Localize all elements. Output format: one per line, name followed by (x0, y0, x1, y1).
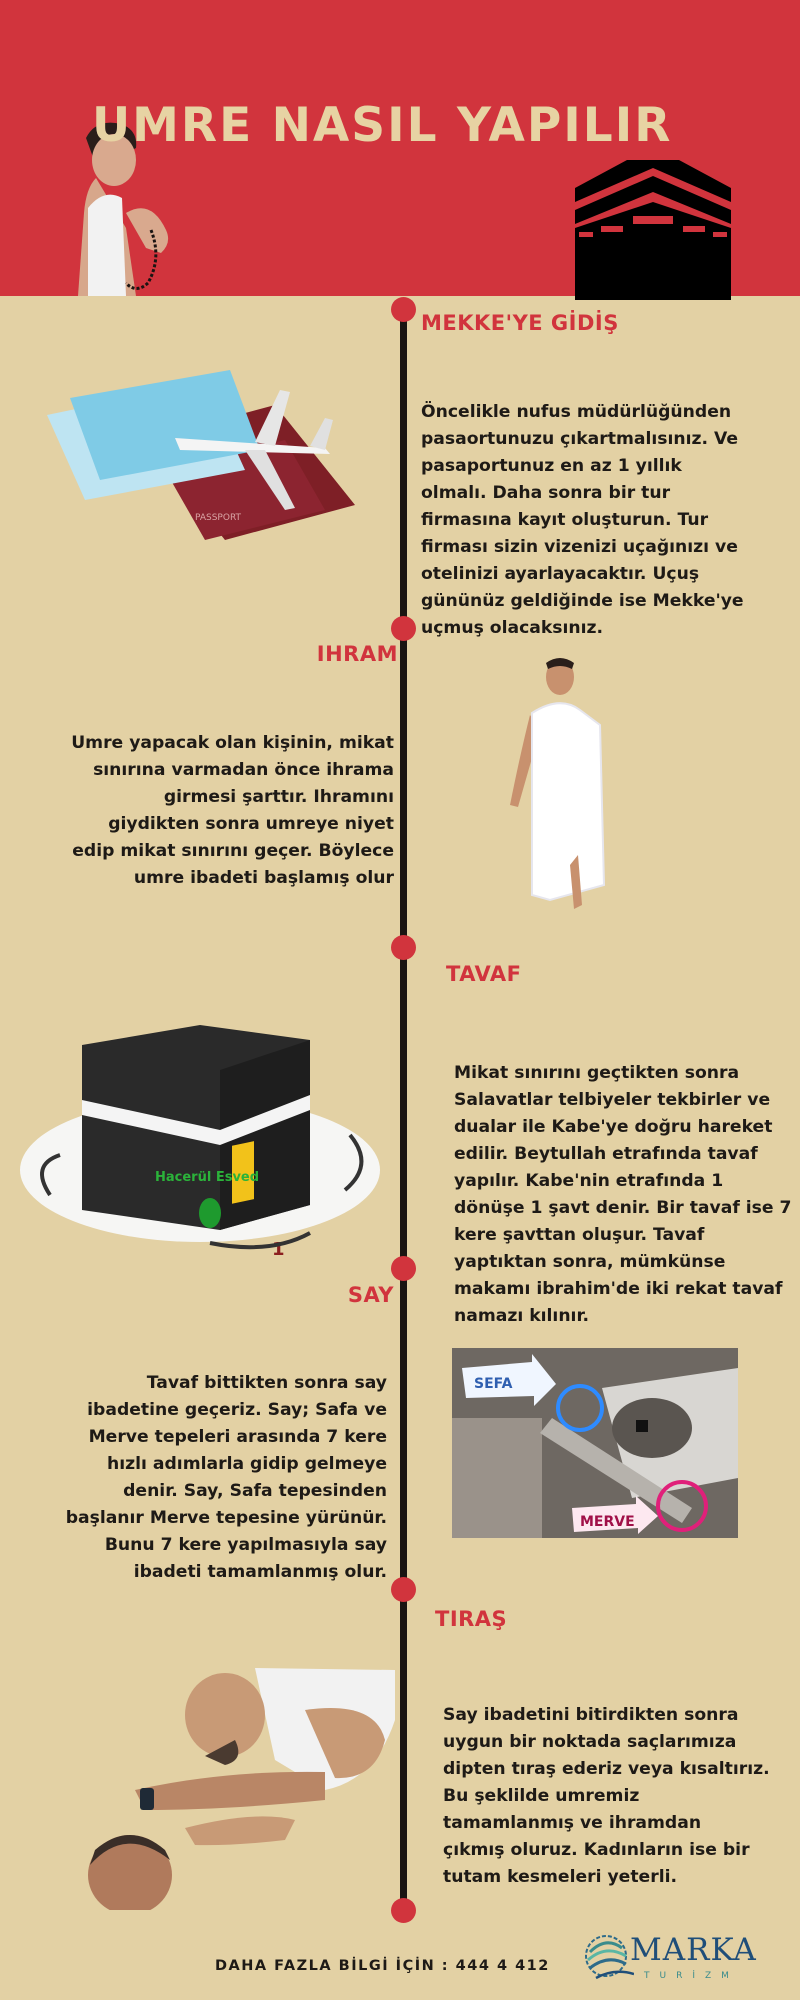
marka-turizm-logo[interactable] (582, 1930, 757, 1990)
step-text-ihram: Umre yapacak olan kişinin, mikat sınırına varmadan önce ihrama girmesi şarttır. Ihramını giydikten sonra umreye niyet edip mikat sınırını geçer. Böylece umre ibadeti başlamış olur (71, 733, 394, 888)
kaaba-tawaf-diagram (10, 1005, 390, 1265)
svg-text:1: 1 (272, 1239, 285, 1260)
timeline-dot (391, 935, 416, 960)
step-text-tavaf: Mikat sınırını geçtikten sonra Salavatlar telbiyeler tekbirler ve dualar ile Kabe'ye doğru hareket edilir. Beytullah etrafında tavaf yapılır. Kabe'nin etrafında 1 dönüşe 1 şavt denir. Bir tavaf ise 7 kere şavttan oluşur. Tavaf yaptıktan sonra, mümkünse makamı ibrahim'de iki rekat tavaf namazı kılınır. (454, 1063, 792, 1326)
passport-airplane-image (45, 370, 365, 550)
step-text-mekkeye-gidis: Öncelikle nufus müdürlüğünden pasaortunuzu çıkartmalısınız. Ve pasaportunuz en az 1 yıllık olmalı. Daha sonra bir tur firmasına kayıt oluşturun. Tur firması sizin vizenizi uçağınızı ve otelinizi ayarlayacaktır. Uçuş gününüz geldiğinde ise Mekke'ye uçmuş olacaksınız. (421, 402, 744, 638)
timeline-line (400, 310, 407, 1910)
timeline-dot (391, 1256, 416, 1281)
timeline-dot (391, 297, 416, 322)
step-heading-ihram: IHRAM (316, 642, 398, 666)
contact-info-text: DAHA FAZLA BİLGİ İÇİN : 444 4 412 (215, 1958, 550, 1974)
man-in-ihram-image (500, 655, 615, 915)
step-heading-tavaf: TAVAF (446, 962, 522, 986)
kaaba-icon (575, 158, 731, 300)
step-heading-mekkeye-gidis: MEKKE'YE GİDİŞ (421, 311, 619, 335)
step-heading-tiras: TIRAŞ (435, 1607, 508, 1631)
step-heading-say: SAY (347, 1283, 394, 1307)
svg-text:SEFA: SEFA (474, 1376, 513, 1392)
svg-text:Hacerül Esved: Hacerül Esved (155, 1170, 260, 1185)
timeline-dot (391, 1577, 416, 1602)
logo-wordmark: MARKA (630, 1932, 757, 1968)
wave-globe-icon (582, 1930, 634, 1988)
logo-subtitle: TURİZM (644, 1971, 739, 1981)
step-text-tiras: Say ibadetini bitirdikten sonra uygun bir noktada saçlarımıza dipten tıraş ederiz veya kısaltırız. Bu şeklilde umremiz tamamlanmış ve ihramdan çıkmış oluruz. Kadınların ise bir tutam kesmeleri yeterli. (443, 1705, 770, 1887)
head-shaving-image (75, 1660, 400, 1910)
svg-text:MERVE: MERVE (580, 1514, 635, 1530)
step-text-say: Tavaf bittikten sonra say ibadetine geçeriz. Say; Safa ve Merve tepeleri arasında 7 kere hızlı adımlarla gidip gelmeye denir. Say, Safa tepesinden başlanır Merve tepesine yürünür. Bunu 7 kere yapılmasıyla say ibadeti tamamlanmış olur. (65, 1373, 387, 1582)
timeline-dot (391, 616, 416, 641)
safa-marwa-photo (452, 1348, 738, 1538)
svg-text:PASSPORT: PASSPORT (195, 513, 242, 523)
page-title: UMRE NASIL YAPILIR (92, 98, 673, 153)
